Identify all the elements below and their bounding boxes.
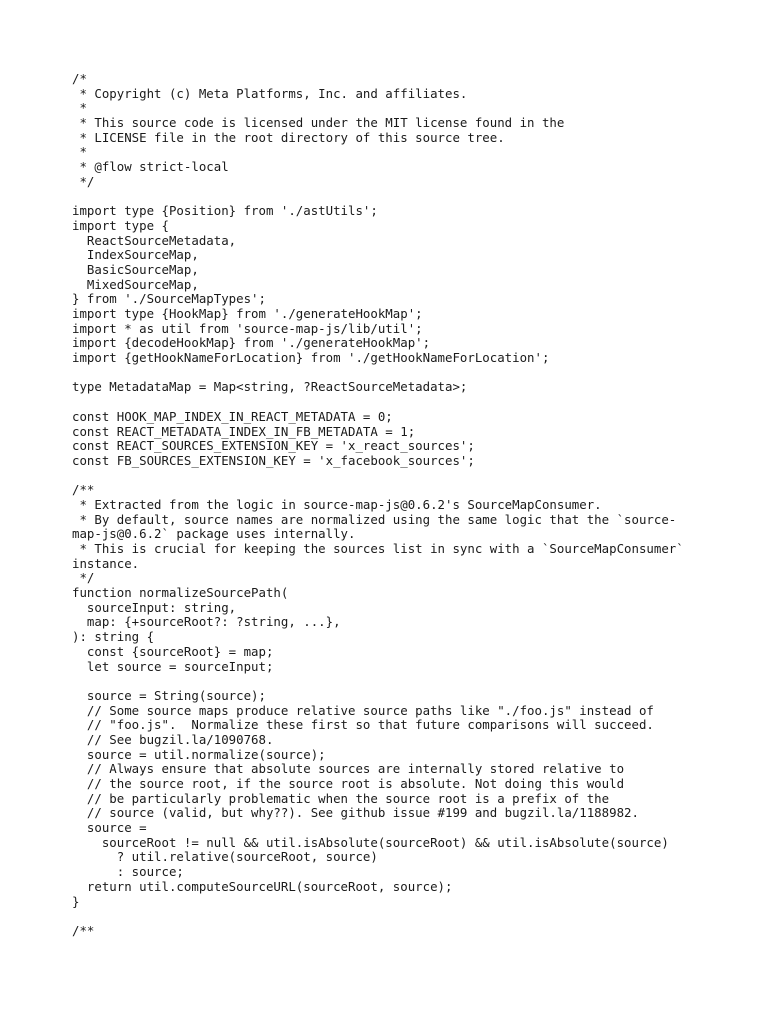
code-line: [72, 190, 712, 205]
code-line: // See bugzil.la/1090768.: [72, 731, 274, 747]
code-line: import type {HookMap} from './generateHookMap';: [72, 306, 423, 321]
code-line: /**: [72, 482, 95, 498]
code-line: return util.computeSourceURL(sourceRoot, source);: [72, 878, 453, 894]
code-line: } from './SourceMapTypes';: [72, 291, 266, 307]
code-line: source =: [72, 820, 147, 836]
code-line: let source = sourceInput;: [72, 658, 274, 674]
code-line: import {getHookNameForLocation} from './getHookNameForLocation';: [72, 350, 550, 366]
code-line: */: [72, 173, 95, 189]
code-line: type MetadataMap = Map<string, ?ReactSourceMetadata>;: [72, 379, 468, 395]
code-line: *: [72, 144, 87, 160]
code-line: sourceRoot != null && util.isAbsolute(sourceRoot) && util.isAbsolute(source): [72, 834, 669, 850]
code-line: source = util.normalize(source);: [72, 746, 326, 762]
code-line: import type {Position} from './astUtils';: [72, 203, 378, 219]
code-line: // source (valid, but why??). See github issue #199 and bugzil.la/1188982.: [72, 805, 639, 821]
code-line: ): string {: [72, 629, 155, 645]
code-line: [72, 395, 712, 410]
code-line: const FB_SOURCES_EXTENSION_KEY = 'x_facebook_sources';: [72, 452, 475, 468]
code-line: IndexSourceMap,: [72, 247, 199, 263]
code-line: ? util.relative(sourceRoot, source): [72, 849, 378, 865]
code-line: [72, 909, 712, 924]
code-line: * By default, source names are normalized using the same logic that the `source-: [72, 511, 677, 527]
code-line: * Copyright (c) Meta Platforms, Inc. and affiliates.: [72, 85, 468, 101]
code-line: // Always ensure that absolute sources are internally stored relative to: [72, 761, 625, 777]
code-line: /**: [72, 922, 95, 938]
code-line: * Extracted from the logic in source-map-js@0.6.2's SourceMapConsumer.: [72, 496, 602, 512]
source-code-block: [72, 72, 712, 939]
code-line: // Some source maps produce relative source paths like "./foo.js" instead of: [72, 702, 654, 718]
code-line: import * as util from 'source-map-js/lib/util';: [72, 320, 423, 336]
code-line: * This source code is licensed under the MIT license found in the: [72, 115, 565, 131]
code-line: ReactSourceMetadata,: [72, 232, 237, 248]
code-line: import type {: [72, 217, 169, 233]
code-line: const REACT_SOURCES_EXTENSION_KEY = 'x_react_sources';: [72, 438, 475, 454]
code-line: * @flow strict-local: [72, 159, 229, 175]
code-line: BasicSourceMap,: [72, 261, 199, 277]
code-line: map: {+sourceRoot?: ?string, ...},: [72, 614, 341, 630]
code-line: function normalizeSourcePath(: [72, 585, 289, 601]
code-line: : source;: [72, 864, 184, 880]
code-line: // the source root, if the source root is absolute. Not doing this would: [72, 776, 625, 791]
code-line: const REACT_METADATA_INDEX_IN_FB_METADATA = 1;: [72, 423, 416, 439]
code-line: }: [72, 893, 80, 909]
code-line: MixedSourceMap,: [72, 276, 199, 292]
code-line: sourceInput: string,: [72, 599, 237, 615]
code-line: source = String(source);: [72, 687, 266, 703]
code-line: import {decodeHookMap} from './generateHookMap';: [72, 335, 431, 351]
code-line: * This is crucial for keeping the sources list in sync with a `SourceMapConsumer`: [72, 541, 684, 556]
code-line: instance.: [72, 555, 140, 571]
code-line: *: [72, 100, 87, 116]
code-line: */: [72, 570, 95, 586]
code-line: * LICENSE file in the root directory of this source tree.: [72, 129, 505, 145]
code-line: [72, 469, 712, 484]
code-line: // "foo.js". Normalize these first so that future comparisons will succeed.: [72, 717, 654, 733]
code-line: map-js@0.6.2` package uses internally.: [72, 526, 356, 542]
code-line: // be particularly problematic when the source root is a prefix of the: [72, 790, 610, 806]
code-line: [72, 674, 712, 689]
code-line: [72, 366, 712, 381]
code-line: const HOOK_MAP_INDEX_IN_REACT_METADATA = 0;: [72, 408, 393, 424]
code-line: const {sourceRoot} = map;: [72, 643, 274, 659]
code-line: /*: [72, 71, 87, 86]
